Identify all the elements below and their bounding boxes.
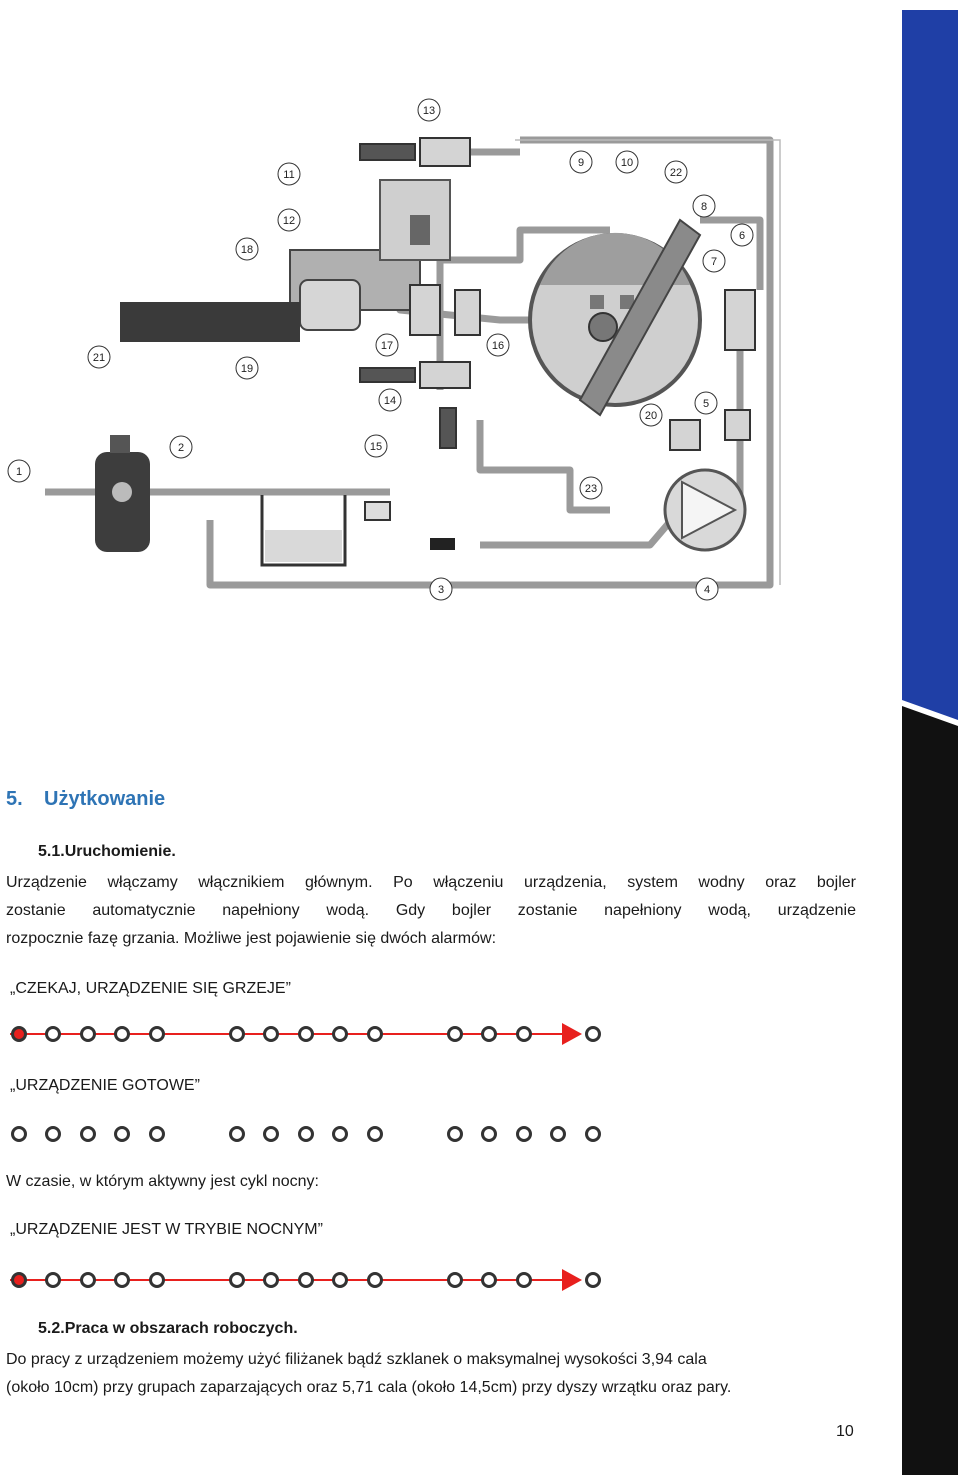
night-cycle-intro: W czasie, w którym aktywny jest cykl nocny: — [6, 1173, 319, 1190]
callout-9 — [570, 151, 592, 173]
alarm-heating-indicator — [0, 1019, 620, 1049]
callout-2 — [170, 436, 192, 458]
alarm-arrow — [562, 1269, 582, 1291]
svg-text:2: 2 — [177, 442, 185, 454]
water-tank — [262, 495, 455, 565]
side-decoration-bar — [900, 0, 960, 1475]
svg-text:6: 6 — [738, 230, 746, 242]
svg-text:1: 1 — [15, 466, 23, 478]
startup-line-2: zostanie automatycznie napełniony wodą. Gdy bojler zostanie napełniony wodą, urządzenie — [6, 902, 856, 919]
svg-text:5: 5 — [702, 398, 710, 410]
section-number: 5. — [6, 788, 23, 810]
callout-20 — [640, 404, 662, 426]
pipe-low — [480, 510, 680, 545]
callout-4 — [696, 578, 718, 600]
alarm-night-label: „URZĄDZENIE JEST W TRYBIE NOCNYM” — [10, 1221, 323, 1238]
water-softener — [95, 435, 150, 552]
svg-text:10: 10 — [620, 157, 634, 169]
callout-1 — [8, 460, 30, 482]
callout-14 — [379, 389, 401, 411]
callout-5 — [695, 392, 717, 414]
callout-13 — [418, 99, 440, 121]
svg-text:15: 15 — [369, 441, 383, 453]
alarm-arrow — [562, 1023, 582, 1045]
svg-text:4: 4 — [703, 584, 711, 596]
svg-text:3: 3 — [437, 584, 445, 596]
side-bar-black-segment — [902, 706, 958, 1475]
svg-text:11: 11 — [283, 169, 295, 181]
callout-21 — [88, 346, 110, 368]
svg-text:8: 8 — [700, 201, 708, 213]
callout-3 — [430, 578, 452, 600]
indicator-dots — [13, 1128, 600, 1141]
alarm-ready-indicator — [0, 1119, 620, 1149]
svg-text:19: 19 — [240, 363, 254, 375]
svg-text:14: 14 — [383, 395, 397, 407]
page-number: 10 — [836, 1423, 854, 1440]
svg-text:20: 20 — [644, 410, 658, 422]
work-areas-paragraph — [6, 1346, 866, 1402]
callout-17 — [376, 334, 398, 356]
subsection-title-work-areas: 5.2.Praca w obszarach roboczych. — [38, 1320, 298, 1337]
section-title: Użytkowanie — [44, 788, 166, 810]
callout-8 — [693, 195, 715, 217]
callout-16 — [487, 334, 509, 356]
svg-text:23: 23 — [584, 483, 598, 495]
svg-text:22: 22 — [669, 167, 683, 179]
work-areas-line-1: Do pracy z urządzeniem możemy użyć filiżanek bądź szklanek o maksymalnej wysokości 3,94 cala — [6, 1351, 707, 1368]
svg-text:17: 17 — [380, 340, 394, 352]
callout-11 — [278, 163, 300, 185]
startup-line-1: Urządzenie włączamy włącznikiem głównym. Po włączeniu urządzenia, system wodny oraz bojler — [6, 874, 856, 891]
brew-group — [120, 180, 450, 342]
work-areas-line-2: (około 10cm) przy grupach zaparzających oraz 5,71 cala (około 14,5cm) przy dyszy wrzątku oraz pary. — [6, 1379, 732, 1396]
pump — [665, 470, 745, 550]
callout-7 — [703, 250, 725, 272]
svg-text:16: 16 — [491, 340, 505, 352]
callout-19 — [236, 357, 258, 379]
section-heading — [6, 788, 165, 811]
svg-text:12: 12 — [282, 215, 296, 227]
side-bar-blue-segment — [902, 10, 958, 720]
callout-15 — [365, 435, 387, 457]
alarm-heating-label: „CZEKAJ, URZĄDZENIE SIĘ GRZEJE” — [10, 980, 291, 997]
svg-text:7: 7 — [710, 256, 718, 268]
callout-22 — [665, 161, 687, 183]
svg-text:9: 9 — [577, 157, 585, 169]
callout-6 — [731, 224, 753, 246]
callout-10 — [616, 151, 638, 173]
boiler — [530, 220, 700, 415]
alarm-ready-label: „URZĄDZENIE GOTOWE” — [10, 1077, 200, 1094]
water-system-diagram — [0, 90, 790, 610]
svg-text:21: 21 — [92, 352, 106, 364]
svg-text:13: 13 — [422, 105, 436, 117]
subsection-title-startup: 5.1.Uruchomienie. — [38, 843, 176, 860]
startup-paragraph — [6, 869, 856, 953]
startup-line-3: rozpocznie fazę grzania. Możliwe jest pojawienie się dwóch alarmów: — [6, 930, 497, 947]
svg-text:18: 18 — [240, 244, 254, 256]
callout-18 — [236, 238, 258, 260]
alarm-night-indicator — [0, 1265, 620, 1295]
callout-12 — [278, 209, 300, 231]
callout-23 — [580, 477, 602, 499]
